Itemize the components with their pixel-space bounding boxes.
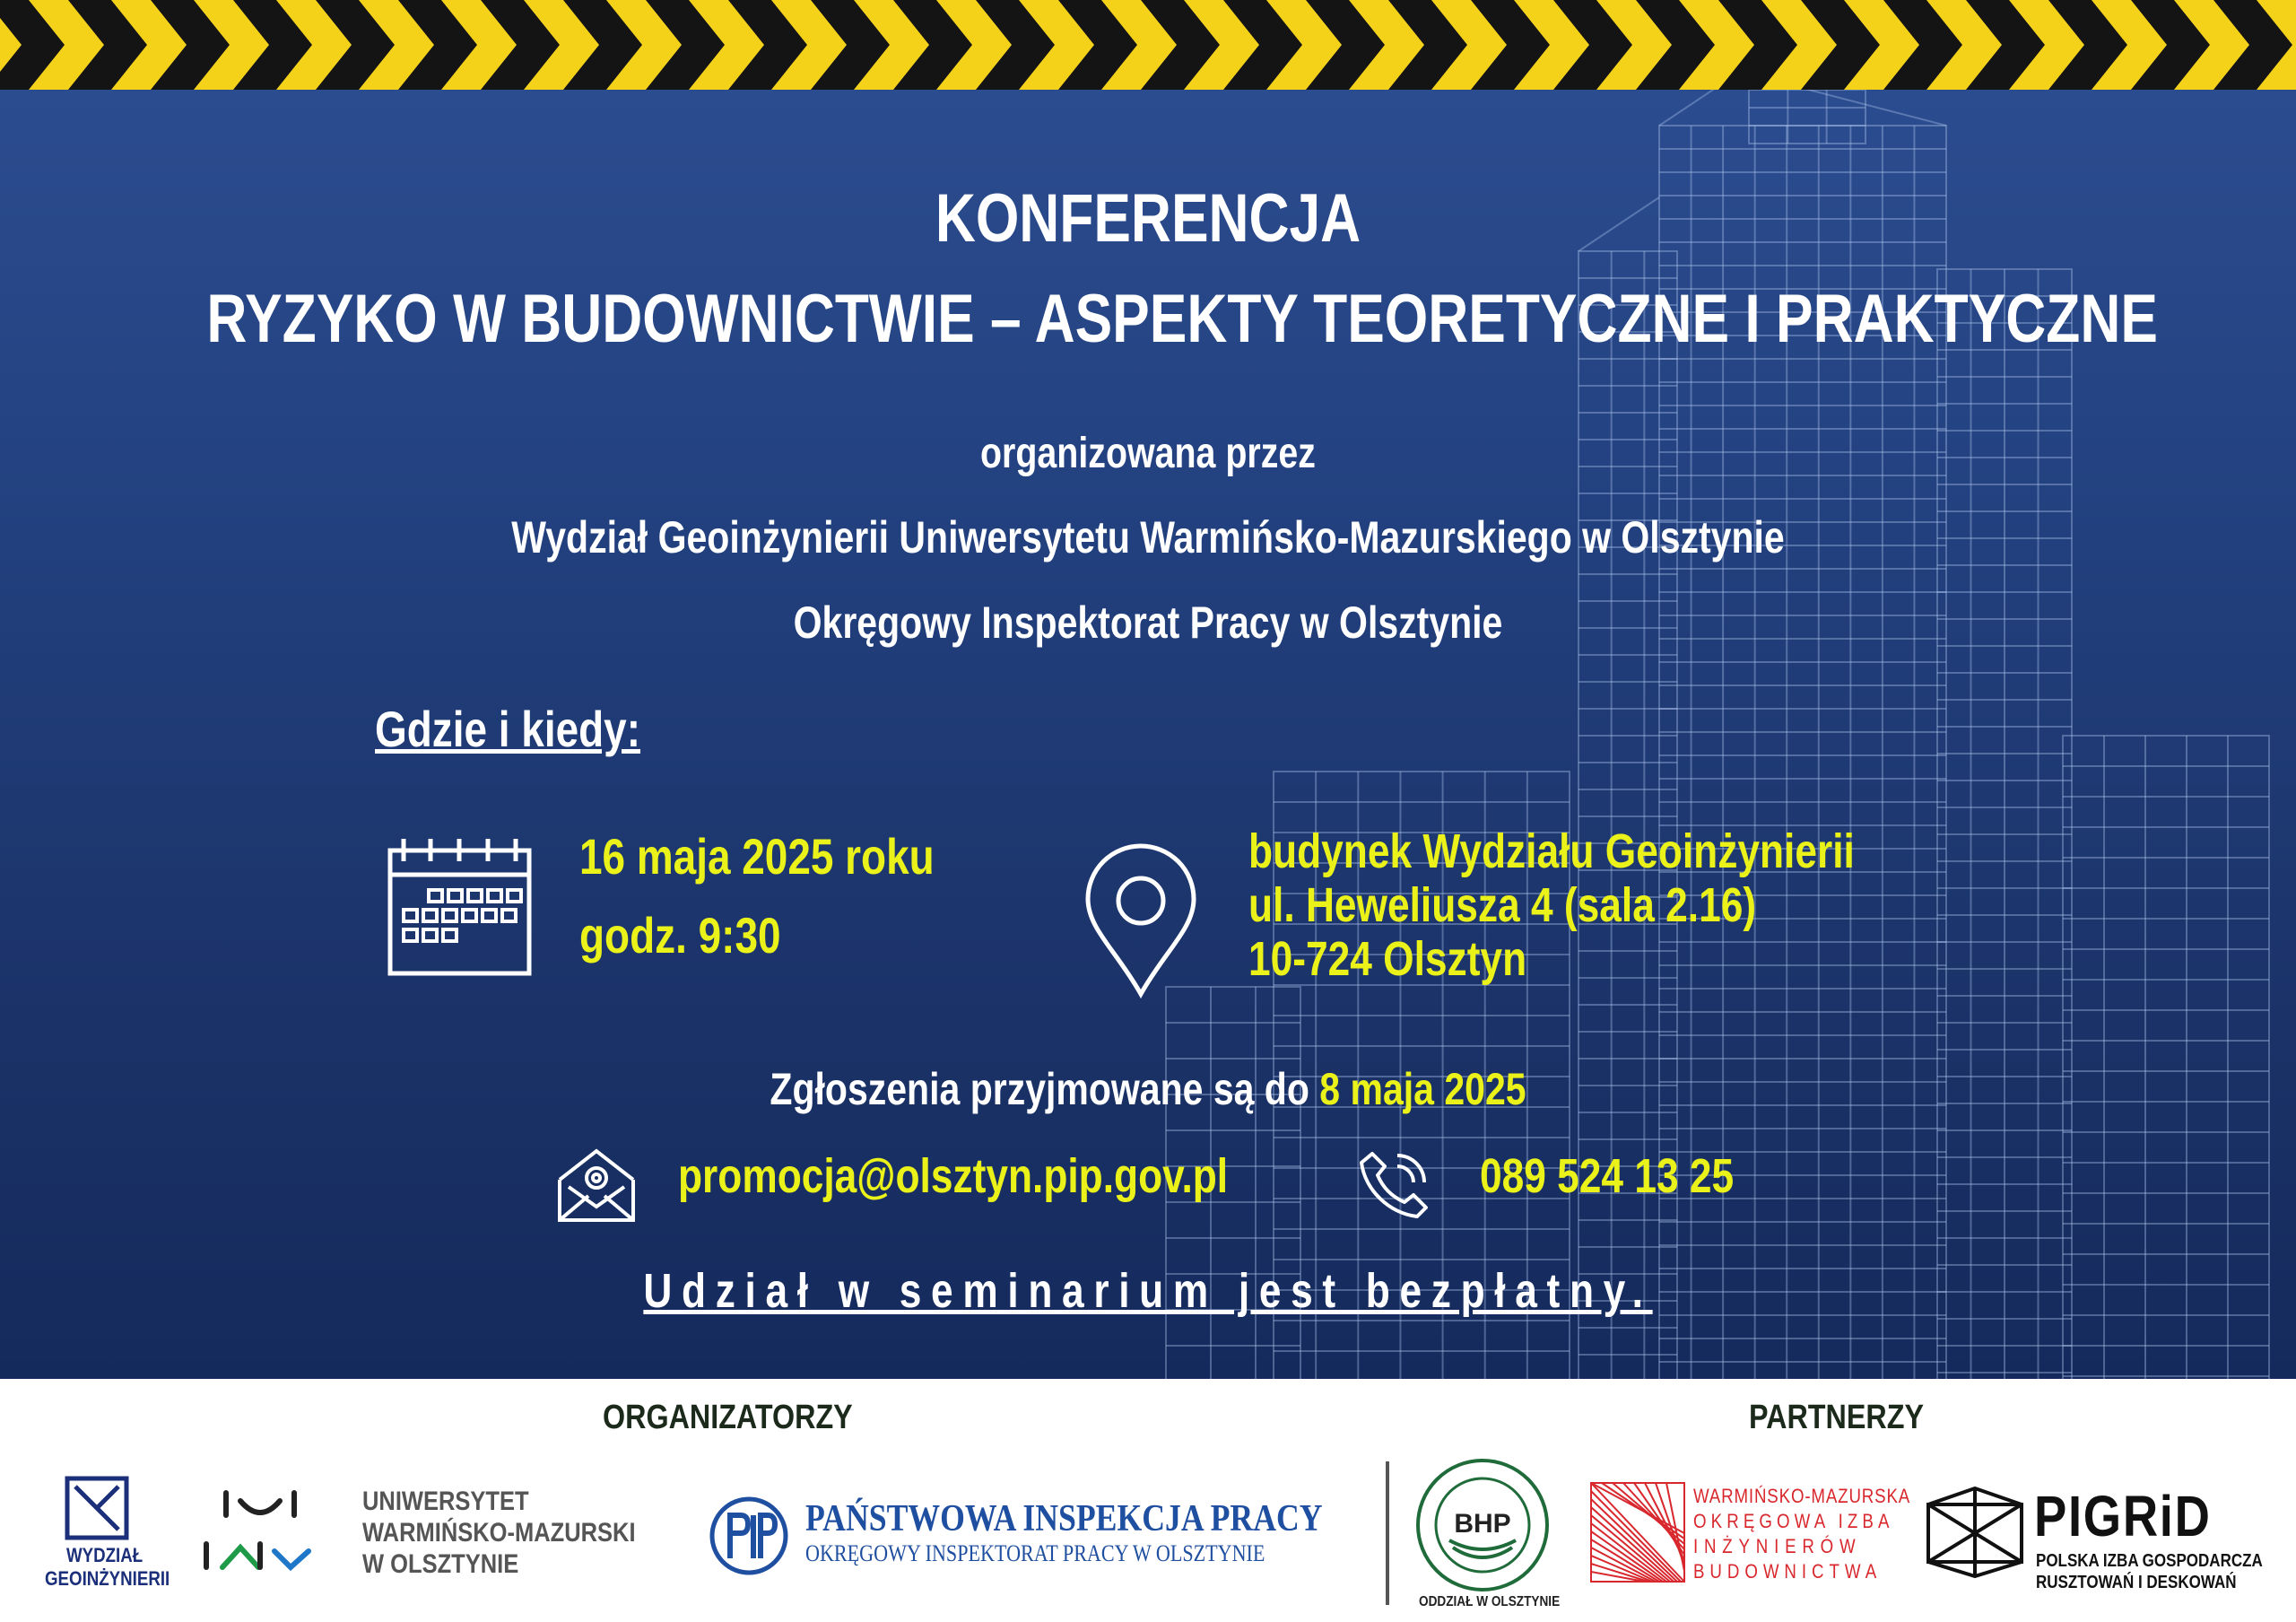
email-icon (556, 1144, 637, 1225)
footer-divider (1386, 1461, 1389, 1605)
pigrid-logo-icon (1925, 1485, 2025, 1580)
pip-logo-icon (709, 1496, 789, 1576)
organizer-inspectorate: Okręgowy Inspektorat Pracy w Olsztynie (793, 597, 1503, 648)
svg-text:BHP: BHP (1454, 1509, 1511, 1539)
wmoiib-logo-line3: INŻYNIERÓW (1693, 1535, 1862, 1557)
event-time: godz. 9:30 (579, 907, 781, 964)
contact-phone[interactable]: 089 524 13 25 (1480, 1149, 1735, 1203)
conference-title: RYZYKO W BUDOWNICTWIE – ASPEKTY TEORETYCZNE I PRAKTYCZNE (206, 281, 2158, 357)
pigrid-logo-line1: POLSKA IZBA GOSPODARCZA (2036, 1551, 2263, 1571)
uwm-logo-icon (197, 1488, 323, 1587)
phone-icon (1356, 1147, 1432, 1223)
bhp-association-logo-icon (1415, 1458, 1550, 1592)
organizer-faculty: Wydział Geoinżynierii Uniwersytetu Warmińsko-Mazurskiego w Olsztynie (511, 512, 1785, 562)
wydzial-logo-line2: GEOINŻYNIERII (45, 1567, 170, 1590)
wydzial-logo-icon (65, 1476, 129, 1540)
pigrid-logo-name: PIGRiD (2034, 1484, 2212, 1548)
organizers-heading: ORGANIZATORZY (603, 1399, 853, 1436)
pigrid-logo-line2: RUSZTOWAŃ I DESKOWAŃ (2036, 1573, 2237, 1592)
venue-building: budynek Wydziału Geoinżynierii (1248, 824, 1855, 878)
contact-email[interactable]: promocja@olsztyn.pip.gov.pl (678, 1149, 1229, 1203)
footer-logos (0, 1379, 2296, 1622)
partners-heading: PARTNERZY (1749, 1399, 1925, 1436)
warning-stripe (0, 0, 2296, 90)
pip-logo-name: PAŃSTWOWA INSPEKCJA PRACY (805, 1498, 1323, 1539)
registration-text: Zgłoszenia przyjmowane są do (770, 1064, 1309, 1114)
uwm-logo-line1: UNIWERSYTET (362, 1487, 529, 1516)
where-when-heading: Gdzie i kiedy: (375, 701, 641, 757)
conference-label: KONFERENCJA (935, 180, 1361, 257)
wydzial-logo-line1: WYDZIAŁ (66, 1544, 144, 1566)
pip-logo-subtitle: OKRĘGOWY INSPEKTORAT PRACY W OLSZTYNIE (805, 1540, 1265, 1566)
venue-street: ul. Heweliusza 4 (sala 2.16) (1248, 878, 1757, 932)
main-panel (0, 90, 2296, 1379)
registration-deadline: 8 maja 2025 (1319, 1064, 1526, 1114)
wmoiib-logo-line2: OKRĘGOWA IZBA (1693, 1510, 1894, 1532)
bhp-logo-caption: ODDZIAŁ W OLSZTYNIE (1419, 1594, 1561, 1609)
location-pin-icon (1081, 843, 1202, 1000)
organized-by-label: organizowana przez (980, 430, 1316, 477)
calendar-icon (386, 834, 534, 978)
registration-line (206, 1063, 2089, 1115)
free-participation-note: Udział w seminarium jest bezpłatny. (643, 1264, 1653, 1318)
venue-city: 10-724 Olsztyn (1248, 932, 1527, 986)
uwm-logo-line2: WARMIŃSKO-MAZURSKI (362, 1518, 636, 1548)
wmoiib-logo-line1: WARMIŃSKO-MAZURSKA (1693, 1485, 1911, 1507)
event-date: 16 maja 2025 roku (579, 828, 935, 885)
uwm-logo-line3: W OLSZTYNIE (362, 1549, 519, 1579)
wmoiib-logo-line4: BUDOWNICTWA (1693, 1560, 1883, 1583)
wmoiib-logo-icon (1587, 1479, 1688, 1585)
